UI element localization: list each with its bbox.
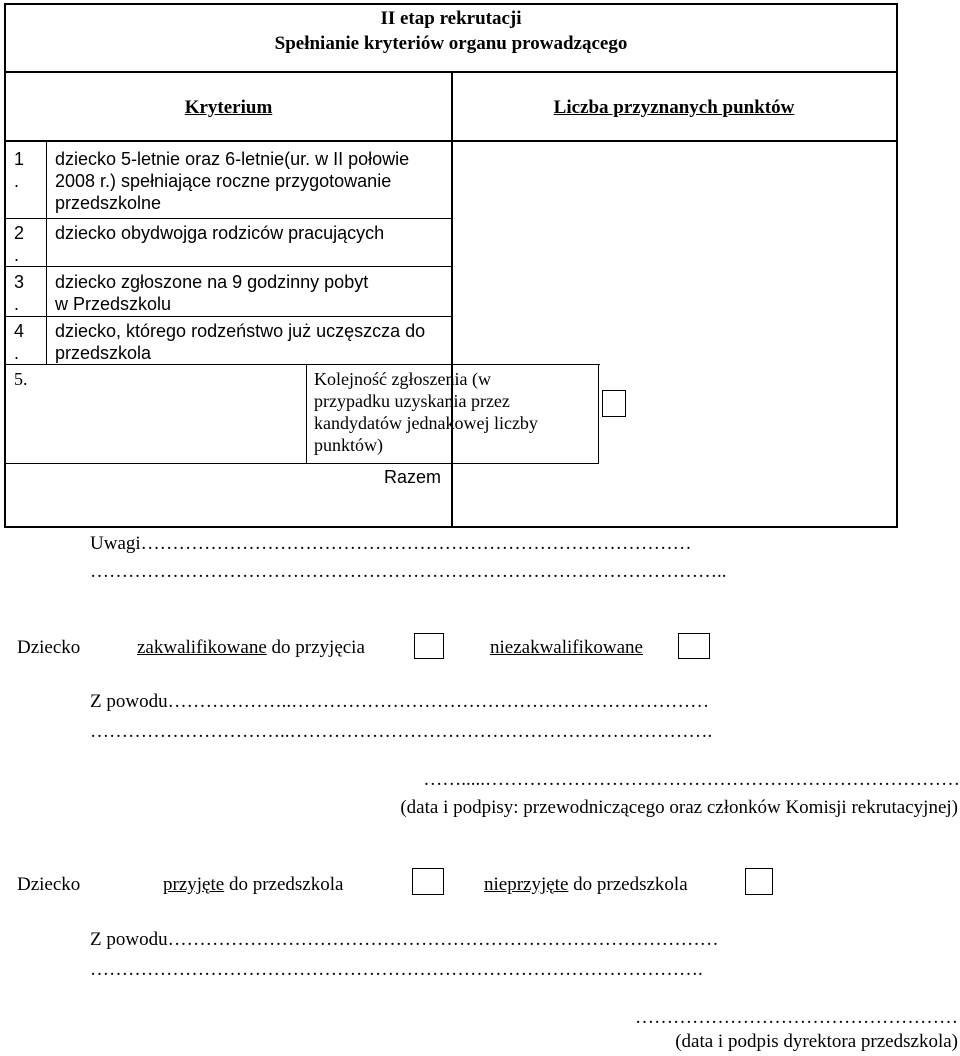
director-signature-caption: (data i podpis dyrektora przedszkola) [675,1031,958,1052]
notes-field-line[interactable]: ……………………………………………………………………………………….. [90,561,727,582]
signature-line[interactable]: …………………………………………… [635,1007,958,1028]
admitted-option [163,873,343,897]
row-number: 2 . [14,223,25,265]
total-label: Razem [383,467,441,487]
child-label: Dziecko [17,637,81,658]
stage-subtitle: Spełnianie kryteriów organu prowadzącego [274,33,628,54]
not-admitted-option [484,873,688,897]
reason-field-line[interactable]: …………………………..…………………………………………………………. [90,721,713,742]
criterion-text: dziecko, którego rodzeństwo już uczęszcza do przedszkola [55,321,426,363]
not-admitted-suffix: do przedszkola [568,874,688,895]
row-number: 5. [14,369,28,389]
criterion-text: dziecko zgłoszone na 9 godzinny pobyt w Przedszkolu [55,272,369,314]
qualified-label: zakwalifikowane [137,637,267,658]
row-number: 3 . [14,272,25,314]
stage-title: II etap rekrutacji [380,8,522,29]
checkbox-order[interactable] [602,390,626,417]
admitted-label: przyjęte [163,874,225,895]
checkbox-qualified[interactable] [414,633,444,659]
admitted-suffix: do przedszkola [224,874,344,895]
row-number: 4 . [14,321,25,363]
qualified-suffix: do przyjęcia [266,637,365,658]
reason-field[interactable]: Z powodu…………………………………………………………………………… [90,929,719,950]
reason-field[interactable]: Z powodu………………..………………………………………………………… [90,691,710,712]
signature-line[interactable]: …….....………………………………………………………………… [423,769,960,790]
notes-field[interactable]: Uwagi…………………………………………………………………………… [90,533,692,554]
qualified-option [137,636,365,660]
committee-signature-caption: (data i podpisy: przewodniczącego oraz członków Komisji rekrutacyjnej) [400,797,958,818]
checkbox-not-qualified[interactable] [678,633,710,659]
reason-field-line[interactable]: ……………………………………………………………………………………. [90,959,703,980]
form-header [4,6,898,56]
criterion-text: dziecko obydwojga rodziców pracujących [55,223,385,243]
criterion-text: Kolejność zgłoszenia (w przypadku uzyskania przez kandydatów jednakowej liczby punktów) [314,369,538,455]
checkbox-not-admitted[interactable] [745,868,773,895]
column-header-points: Liczba przyznanych punktów [553,97,795,118]
checkbox-admitted[interactable] [412,868,444,895]
column-header-criterion: Kryterium [184,97,273,118]
not-qualified-label: niezakwalifikowane [490,637,643,658]
row-number: 1 . [14,149,25,191]
not-admitted-label: nieprzyjęte [484,874,569,895]
criterion-text: dziecko 5-letnie oraz 6-letnie(ur. w II połowie 2008 r.) spełniające roczne przygotowanie przedszkolne [55,149,410,213]
child-label: Dziecko [17,874,81,895]
